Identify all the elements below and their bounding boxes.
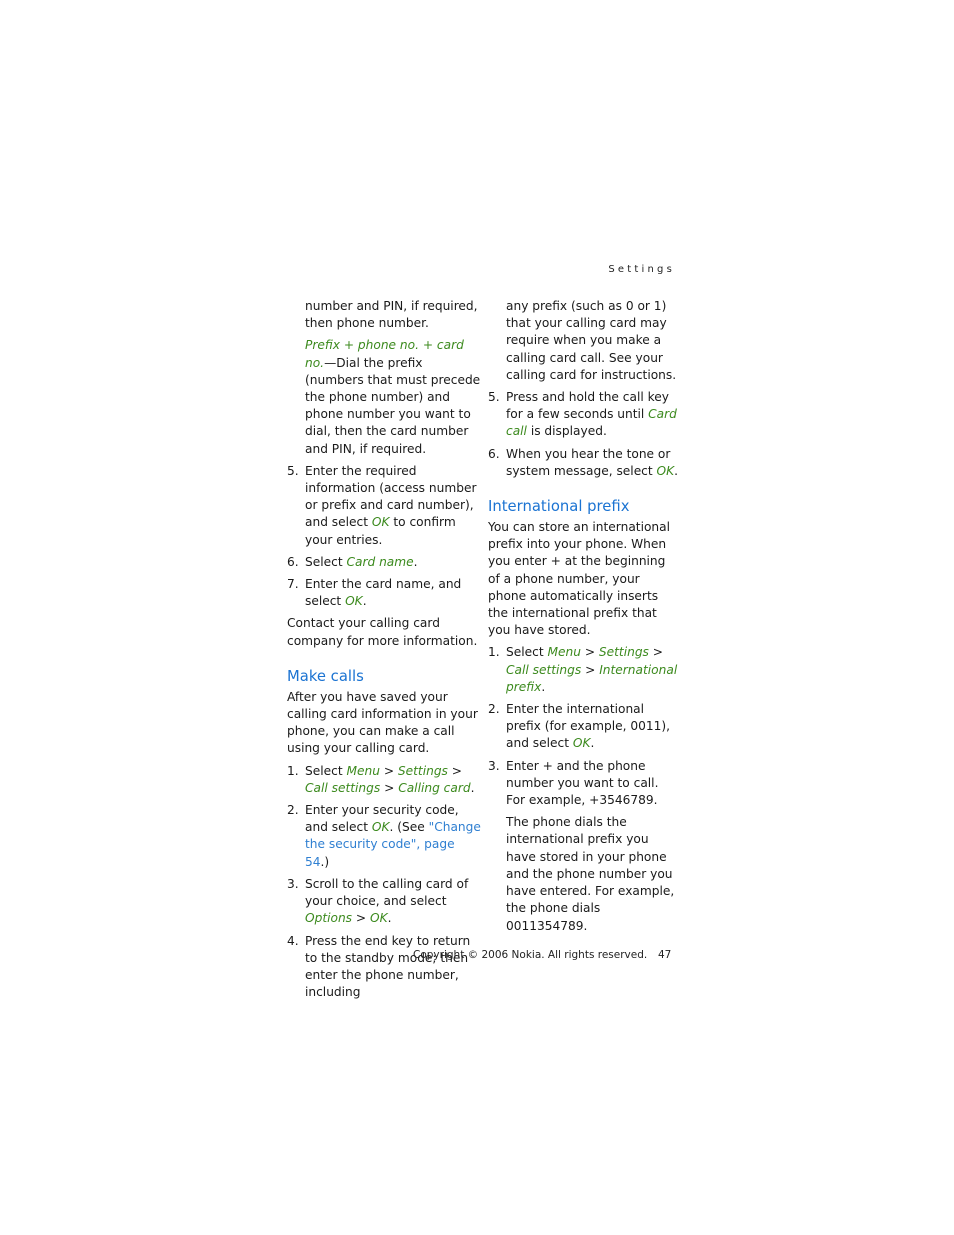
prefix-option	[287, 337, 482, 457]
make-calls-step-4	[287, 933, 482, 1002]
step-number: 1.	[287, 763, 299, 778]
menu-path-settings: Settings	[397, 763, 448, 778]
make-calls-step-3	[287, 876, 482, 928]
menu-path-call-settings: Call settings	[305, 780, 381, 795]
contact-info: Contact your calling card company for more information.	[287, 616, 478, 648]
cross-reference-link[interactable]: "Change the security code", page 54	[305, 820, 481, 869]
ok-softkey-label: OK	[371, 515, 390, 530]
em-dash: —	[324, 355, 337, 370]
page-number: 47	[658, 949, 672, 961]
ok-softkey-label: OK	[656, 463, 675, 478]
make-calls-step-6	[488, 446, 680, 480]
intl-step-1	[488, 644, 680, 696]
make-calls-step-2	[287, 802, 482, 871]
step-number: 7.	[287, 577, 299, 592]
step-5-enter-info	[287, 463, 482, 549]
text-run: . (See	[389, 820, 429, 835]
left-column	[287, 298, 482, 1006]
intl-note: The phone dials the international prefix you have stored in your phone and the phone number you have entered. For example, the phone dials 0011354789.	[506, 815, 675, 933]
menu-path-menu: Menu	[547, 645, 581, 660]
step-text: Enter + and the phone number you want to call. For example, +3546789.	[506, 758, 659, 808]
ok-softkey-label: OK	[371, 820, 390, 835]
step-number: 5.	[488, 390, 500, 405]
step-number: 2.	[488, 702, 500, 717]
step-text	[305, 802, 482, 871]
continued-text: any prefix (such as 0 or 1) that your calling card may require when you make a calling card call. See your calling card for instructions.	[506, 299, 677, 382]
menu-path-menu: Menu	[346, 763, 380, 778]
text-run: When you hear the tone or system message, select	[506, 446, 671, 478]
step-number: 1.	[488, 645, 500, 660]
step-number: 6.	[287, 554, 299, 569]
text-run: is displayed.	[526, 424, 607, 439]
step-number: 3.	[287, 876, 299, 891]
menu-path-settings: Settings	[598, 645, 649, 660]
step-text	[305, 763, 482, 797]
path-separator: >	[580, 645, 599, 660]
text-run: .	[590, 736, 595, 751]
text-run: Enter the international prefix (for example, 0011), and select	[506, 702, 670, 751]
path-separator: >	[648, 645, 664, 660]
international-prefix-intro: You can store an international prefix into your phone. When you enter + at the beginning of a phone number, your phone automatically inserts the international prefix that you have stored.	[488, 520, 670, 638]
text-run: Select	[506, 645, 548, 660]
step-text	[506, 446, 680, 480]
step-text: Press the end key to return to the standby mode; then enter the phone number, including	[305, 933, 471, 1000]
make-calls-intro: After you have saved your calling card information in your phone, you can make a call using your calling card.	[287, 689, 478, 756]
text-run: .	[674, 463, 679, 478]
menu-item-card-name: Card name	[346, 554, 414, 569]
prefix-option-term: Prefix + phone no. + card no.	[305, 338, 464, 370]
text-run: Enter the card name, and select	[305, 577, 462, 609]
text-run: .	[362, 594, 367, 609]
text-run: .	[387, 911, 392, 926]
make-calls-step-5	[488, 389, 680, 441]
path-separator: >	[581, 662, 600, 677]
step-text	[506, 389, 680, 441]
step-text	[305, 876, 482, 928]
step-number: 4.	[287, 933, 299, 948]
text-run: Press and hold the call key for a few seconds until	[506, 390, 669, 422]
path-separator: >	[352, 911, 370, 926]
text-run: Select	[305, 763, 347, 778]
running-header: Settings	[608, 264, 675, 275]
text-run: to confirm your entries.	[305, 515, 456, 547]
text-run: .	[470, 780, 475, 795]
step-text	[506, 644, 680, 696]
copyright-notice: Copyright © 2006 Nokia. All rights reserved.	[413, 949, 648, 961]
text-run: .)	[320, 854, 330, 869]
text-run: .	[541, 679, 546, 694]
path-separator: >	[379, 763, 398, 778]
prefix-option-desc: Dial the prefix (numbers that must precede the phone number) and phone number you want to dial, then the card number and PIN, if required.	[305, 355, 481, 456]
intl-step-2	[488, 701, 680, 753]
path-separator: >	[447, 763, 463, 778]
step-text	[305, 463, 482, 549]
menu-path-international-prefix: International prefix	[506, 662, 678, 694]
step-number: 2.	[287, 803, 299, 818]
menu-path-call-settings: Call settings	[506, 662, 582, 677]
display-text-card-call: Card call	[506, 407, 677, 439]
step-text	[305, 554, 482, 571]
step-text	[506, 701, 680, 753]
ok-softkey-label: OK	[572, 736, 591, 751]
step-number: 3.	[488, 758, 500, 773]
text-run: Select	[305, 554, 347, 569]
menu-path-calling-card: Calling card	[398, 780, 471, 795]
right-column	[488, 298, 680, 940]
text-run: Enter the required information (access number or prefix and card number), and select	[305, 463, 477, 530]
ok-softkey-label: OK	[345, 594, 363, 609]
ok-softkey-label: OK	[370, 911, 388, 926]
step-7-enter-card-name	[287, 576, 482, 610]
continued-text: number and PIN, if required, then phone number.	[305, 299, 478, 331]
options-softkey-label: Options	[305, 911, 353, 926]
text-run: Scroll to the calling card of your choice, and select	[305, 876, 469, 909]
make-calls-step-1	[287, 763, 482, 797]
section-heading-make-calls: Make calls	[287, 667, 364, 685]
text-run: Enter your security code, and select	[305, 803, 459, 835]
intl-step-3	[488, 758, 680, 810]
section-heading-international-prefix: International prefix	[488, 498, 630, 516]
text-run: .	[413, 554, 418, 569]
path-separator: >	[380, 780, 399, 795]
step-text	[305, 576, 482, 610]
step-number: 6.	[488, 446, 500, 461]
step-number: 5.	[287, 463, 299, 478]
step-6-select-card-name	[287, 554, 482, 571]
